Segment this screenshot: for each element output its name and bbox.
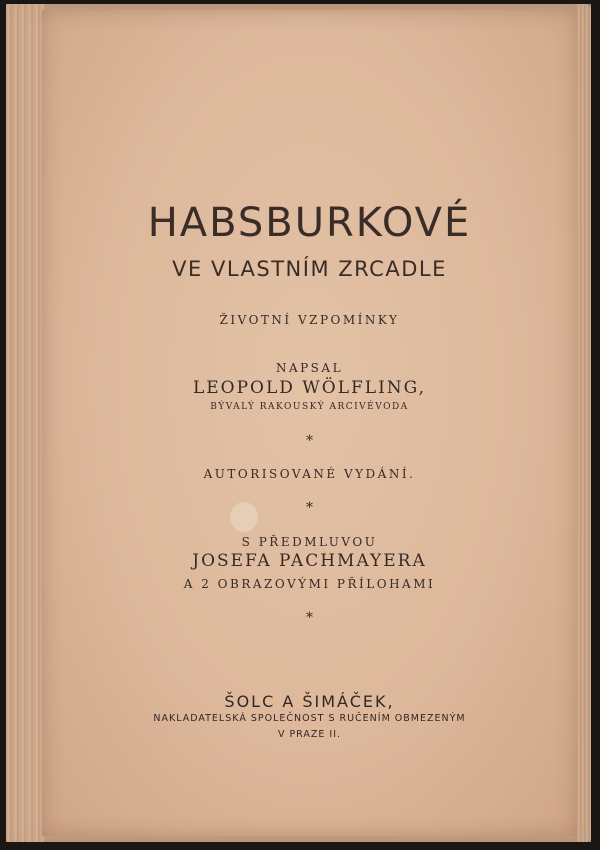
cover-text	[42, 10, 577, 836]
foreword-label: S PŘEDMLUVOU	[241, 535, 378, 549]
author-label: NAPSAL	[275, 361, 344, 375]
publisher-name: ŠOLC A ŠIMÁČEK,	[224, 692, 395, 711]
publisher-description: NAKLADATELSKÁ SPOLEČNOST S RUČENÍM OBMEZENÝM	[153, 713, 466, 724]
book-title: HABSBURKOVÉ	[147, 200, 472, 246]
publisher-location: V PRAZE II.	[277, 729, 342, 740]
separator-star-1: *	[306, 433, 313, 449]
separator-star-3: *	[306, 610, 313, 626]
author-description: BÝVALÝ RAKOUSKÝ ARCIVÉVODA	[210, 402, 409, 412]
edition-note: AUTORISOVANÉ VYDÁNÍ.	[203, 467, 416, 481]
page-edges-left	[6, 4, 44, 842]
page-edges-right	[577, 4, 591, 842]
author-name: LEOPOLD WÖLFLING,	[192, 378, 427, 398]
illustrations-note: A 2 OBRAZOVÝMI PŘÍLOHAMI	[183, 577, 436, 591]
book-cover	[6, 4, 591, 842]
cover-page	[42, 10, 577, 836]
foreword-author: JOSEFA PACHMAYERA	[192, 551, 427, 571]
separator-star-2: *	[306, 500, 313, 516]
book-subtitle: VE VLASTNÍM ZRCADLE	[172, 257, 447, 281]
book-genre: ŽIVOTNÍ VZPOMÍNKY	[219, 313, 400, 327]
